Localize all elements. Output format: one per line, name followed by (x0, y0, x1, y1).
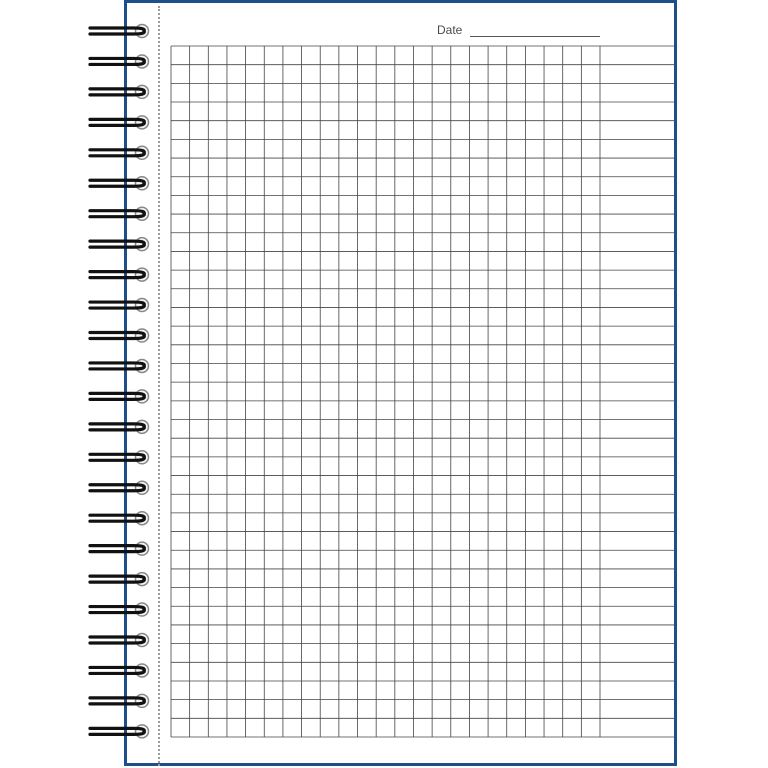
spiral-ring-icon (90, 359, 149, 372)
spiral-ring-icon (90, 177, 149, 190)
spiral-ring-icon (90, 85, 149, 98)
spiral-ring-icon (90, 634, 149, 647)
spiral-ring-icon (90, 390, 149, 403)
spiral-ring-icon (90, 451, 149, 464)
spiral-ring-icon (90, 725, 149, 738)
spiral-ring-icon (90, 573, 149, 586)
spiral-ring-icon (90, 25, 149, 38)
spiral-ring-icon (90, 542, 149, 555)
spiral-ring-icon (90, 512, 149, 525)
spiral-ring-icon (90, 481, 149, 494)
spiral-ring-icon (90, 146, 149, 159)
spiral-ring-icon (90, 694, 149, 707)
spiral-ring-icon (90, 55, 149, 68)
spiral-ring-icon (90, 329, 149, 342)
spiral-ring-icon (90, 268, 149, 281)
spiral-ring-icon (90, 603, 149, 616)
spiral-ring-icon (90, 207, 149, 220)
spiral-ring-icon (90, 299, 149, 312)
spiral-ring-icon (90, 420, 149, 433)
spiral-ring-icon (90, 238, 149, 251)
spiral-ring-icon (90, 664, 149, 677)
date-label: Date (437, 23, 463, 37)
spiral-ring-icon (90, 116, 149, 129)
